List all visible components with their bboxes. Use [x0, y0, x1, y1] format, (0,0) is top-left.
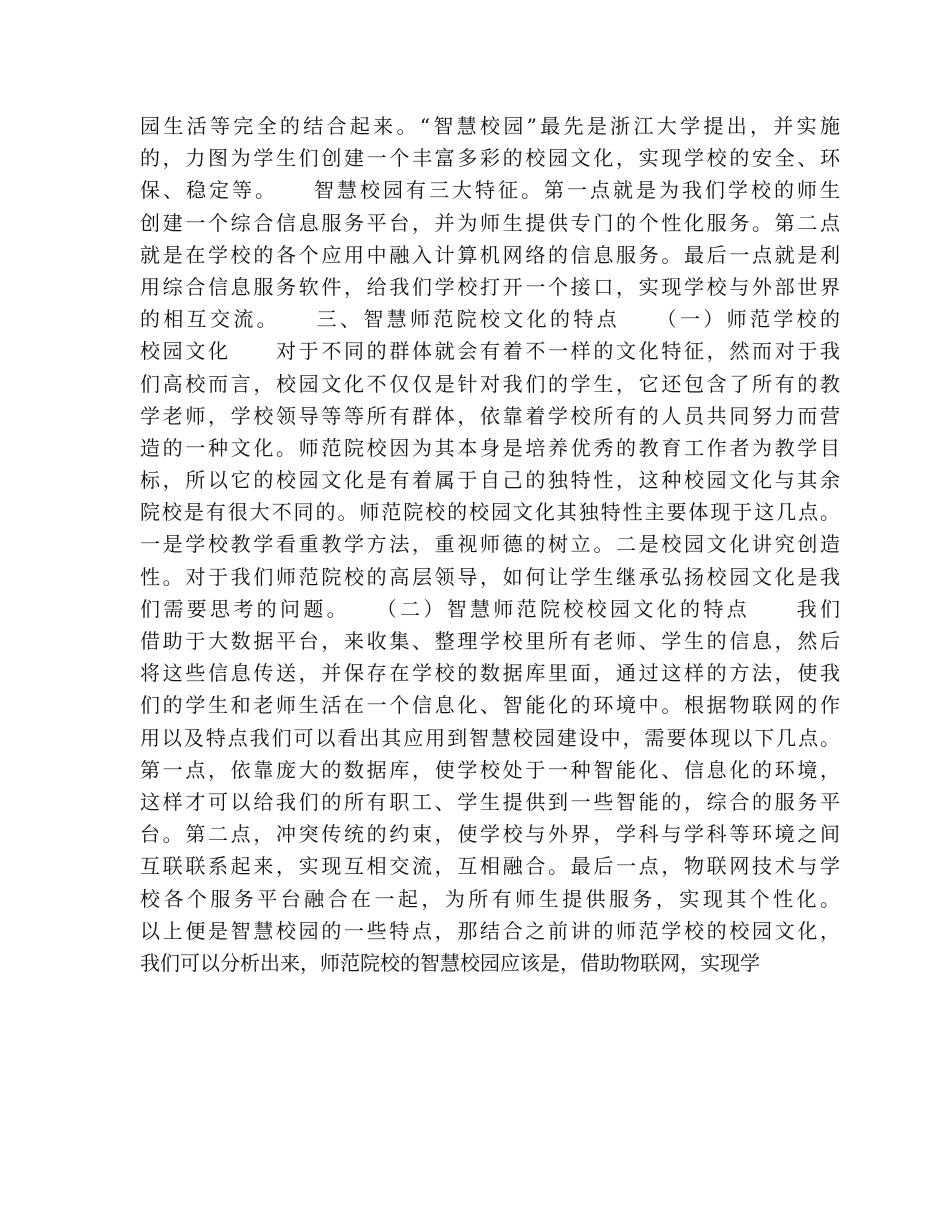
text-line: 就是在学校的各个应用中融入计算机网络的信息服务。最后一点就是利	[140, 242, 840, 267]
text-line: 第一点，依靠庞大的数据库，使学校处于一种智能化、信息化的环境，	[140, 757, 840, 782]
text-line: 用综合信息服务软件，给我们学校打开一个接口，实现学校与外部世界	[140, 274, 840, 299]
text-line: 校各个服务平台融合在一起，为所有师生提供服务，实现其个性化。	[140, 886, 840, 911]
text-line: 园生活等完全的结合起来。“智慧校园”最先是浙江大学提出，并实施	[140, 114, 840, 138]
text-line: 保、稳定等。 智慧校园有三大特征。第一点就是为我们学校的师生	[140, 178, 840, 203]
text-line: 们的学生和老师生活在一个信息化、智能化的环境中。根据物联网的作	[140, 693, 840, 718]
text-line: 我们可以分析出来，师范院校的智慧校园应该是，借助物联网，实现学	[140, 950, 760, 975]
text-line: 的，力图为学生们创建一个丰富多彩的校园文化，实现学校的安全、环	[140, 146, 840, 171]
text-line: 造的一种文化。师范院校因为其本身是培养优秀的教育工作者为教学目	[140, 435, 840, 460]
text-line: 们需要思考的问题。 （二）智慧师范院校校园文化的特点 我们	[140, 596, 840, 621]
text-line: 创建一个综合信息服务平台，并为师生提供专门的个性化服务。第二点	[140, 210, 840, 235]
text-line: 借助于大数据平台，来收集、整理学校里所有老师、学生的信息，然后	[140, 629, 840, 653]
text-line: 以上便是智慧校园的一些特点，那结合之前讲的师范学校的校园文化，	[140, 918, 840, 943]
text-line: 这样才可以给我们的所有职工、学生提供到一些智能的，综合的服务平	[140, 789, 840, 814]
text-line: 学老师，学校领导等等所有群体，依靠着学校所有的人员共同努力而营	[140, 403, 840, 428]
text-line: 们高校而言，校园文化不仅仅是针对我们的学生，它还包含了所有的教	[140, 371, 840, 396]
text-line: 互联联系起来，实现互相交流，互相融合。最后一点，物联网技术与学	[140, 854, 840, 879]
text-line: 院校是有很大不同的。师范院校的校园文化其独特性主要体现于这几点。	[140, 500, 840, 525]
text-line: 校园文化 对于不同的群体就会有着不一样的文化特征，然而对于我	[140, 339, 840, 364]
text-line: 性。对于我们师范院校的高层领导，如何让学生继承弘扬校园文化是我	[140, 564, 840, 589]
text-line: 台。第二点，冲突传统的约束，使学校与外界，学科与学科等环境之间	[140, 822, 840, 847]
text-line: 的相互交流。 三、智慧师范院校文化的特点 （一）师范学校的	[140, 307, 840, 332]
body-text	[140, 110, 840, 979]
text-line: 将这些信息传送，并保存在学校的数据库里面，通过这样的方法，使我	[140, 661, 840, 686]
text-line: 一是学校教学看重教学方法，重视师德的树立。二是校园文化讲究创造	[140, 532, 840, 557]
text-line: 用以及特点我们可以看出其应用到智慧校园建设中，需要体现以下几点。	[140, 725, 840, 750]
text-line: 标，所以它的校园文化是有着属于自己的独特性，这种校园文化与其余	[140, 468, 840, 493]
